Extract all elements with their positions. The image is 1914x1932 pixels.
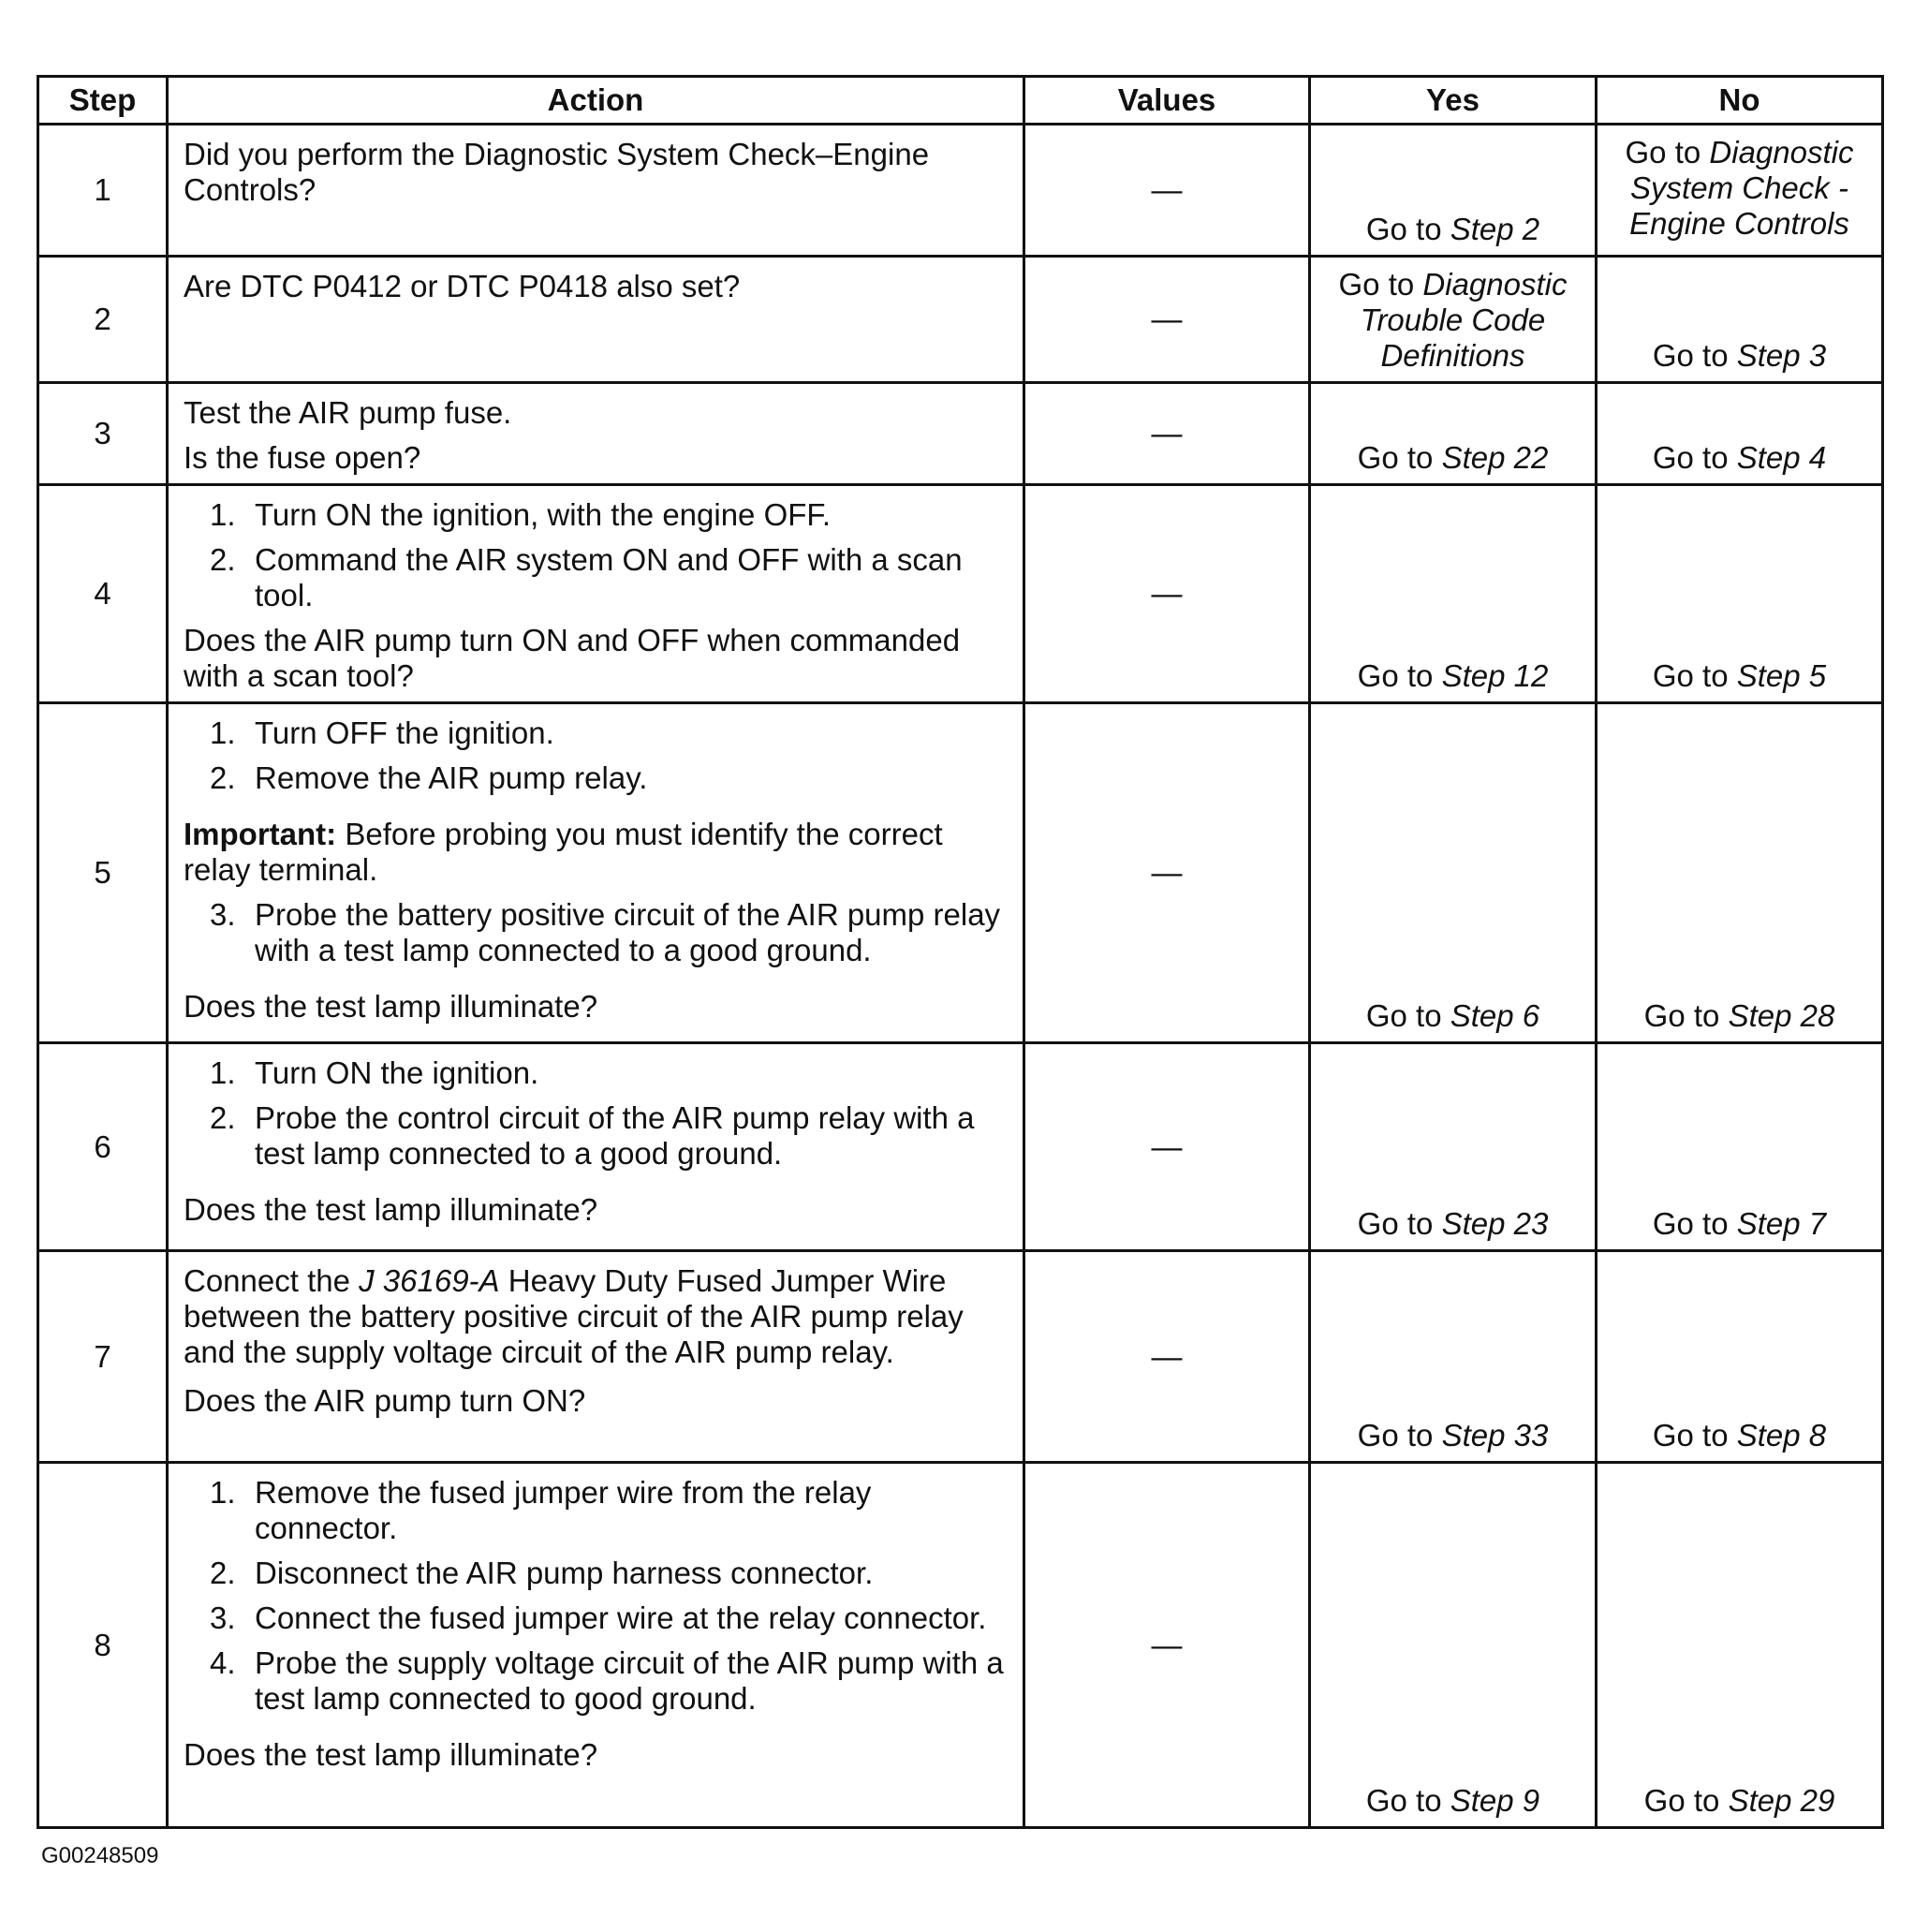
- step-number: 5: [38, 703, 168, 1043]
- list-number: 3.: [210, 897, 236, 932]
- header-no: No: [1597, 77, 1883, 125]
- list-text: Turn ON the ignition, with the engine OFF.: [255, 497, 832, 532]
- action-steps-list: [184, 897, 1009, 968]
- no-prefix: Go to: [1643, 1783, 1729, 1818]
- list-item: [184, 1645, 1009, 1717]
- list-item: [184, 1055, 1009, 1091]
- list-text: Remove the fused jumper wire from the relay connector.: [255, 1475, 872, 1545]
- step-number: 2: [38, 257, 168, 383]
- table-row: [38, 125, 1883, 257]
- table-row: [38, 257, 1883, 383]
- action-cell: [168, 1463, 1024, 1828]
- no-reference: Step 4: [1736, 440, 1827, 475]
- no-reference: Diagnostic System Check - Engine Controls: [1629, 135, 1854, 241]
- step-number: 3: [38, 383, 168, 485]
- action-question: Does the test lamp illuminate?: [184, 1192, 598, 1227]
- no-prefix: Go to: [1652, 658, 1737, 693]
- list-text: Remove the AIR pump relay.: [255, 760, 648, 795]
- action-cell: [168, 1043, 1024, 1251]
- no-cell: [1597, 485, 1883, 703]
- step-number: 1: [38, 125, 168, 257]
- values-cell: —: [1024, 125, 1310, 257]
- list-number: 2.: [210, 542, 236, 577]
- yes-cell: [1310, 1043, 1597, 1251]
- step-number: 8: [38, 1463, 168, 1828]
- table-row: [38, 383, 1883, 485]
- important-label: Important:: [184, 817, 337, 851]
- yes-reference: Step 9: [1450, 1783, 1540, 1818]
- list-text: Turn OFF the ignition.: [255, 715, 554, 750]
- yes-cell: [1310, 1251, 1597, 1463]
- action-text: Did you perform the Diagnostic System Check–Engine Controls?: [184, 137, 930, 207]
- list-number: 4.: [210, 1645, 236, 1680]
- table-row: [38, 1043, 1883, 1251]
- list-text: Turn ON the ignition.: [255, 1055, 539, 1090]
- tool-reference: J 36169-A: [359, 1263, 500, 1298]
- figure-id: G00248509: [41, 1843, 159, 1868]
- no-cell: [1597, 125, 1883, 257]
- table-row: [38, 1463, 1883, 1828]
- yes-prefix: Go to: [1365, 212, 1450, 246]
- action-text: [184, 1263, 1009, 1370]
- yes-cell: [1310, 257, 1597, 383]
- yes-reference: Step 6: [1450, 998, 1540, 1033]
- action-question: Does the AIR pump turn ON?: [184, 1383, 586, 1418]
- no-cell: [1597, 1043, 1883, 1251]
- action-question: Does the AIR pump turn ON and OFF when commanded with a scan tool?: [184, 623, 961, 693]
- list-number: 1.: [210, 715, 236, 750]
- yes-reference: Step 23: [1441, 1206, 1549, 1241]
- table-row: [38, 703, 1883, 1043]
- header-action: Action: [168, 77, 1024, 125]
- no-reference: Step 3: [1736, 338, 1827, 373]
- action-question: Does the test lamp illuminate?: [184, 989, 598, 1024]
- list-text: Disconnect the AIR pump harness connector.: [255, 1556, 874, 1590]
- action-question: Does the test lamp illuminate?: [184, 1737, 598, 1772]
- yes-prefix: Go to: [1357, 1418, 1442, 1453]
- yes-reference: Diagnostic Trouble Code Definitions: [1360, 267, 1568, 373]
- header-yes: Yes: [1310, 77, 1597, 125]
- list-number: 1.: [210, 1055, 236, 1090]
- yes-reference: Step 2: [1450, 212, 1540, 246]
- action-cell: [168, 257, 1024, 383]
- list-number: 1.: [210, 1475, 236, 1510]
- yes-reference: Step 12: [1441, 658, 1549, 693]
- list-text: Probe the control circuit of the AIR pump relay with a test lamp connected to a good ground.: [255, 1100, 975, 1171]
- yes-reference: Step 33: [1441, 1418, 1549, 1453]
- no-reference: Step 8: [1736, 1418, 1827, 1453]
- yes-prefix: Go to: [1357, 1206, 1442, 1241]
- list-text: Probe the supply voltage circuit of the AIR pump with a test lamp connected to good ground.: [255, 1645, 1004, 1716]
- list-number: 1.: [210, 497, 236, 532]
- no-reference: Step 29: [1728, 1783, 1835, 1818]
- list-text: Connect the fused jumper wire at the relay connector.: [255, 1600, 987, 1635]
- list-item: [184, 1100, 1009, 1172]
- yes-reference: Step 22: [1441, 440, 1549, 475]
- yes-prefix: Go to: [1338, 267, 1423, 302]
- action-text: Are DTC P0412 or DTC P0418 also set?: [184, 269, 741, 303]
- action-cell: [168, 383, 1024, 485]
- list-item: [184, 542, 1009, 613]
- yes-cell: [1310, 1463, 1597, 1828]
- no-prefix: Go to: [1652, 1418, 1737, 1453]
- action-cell: [168, 1251, 1024, 1463]
- no-reference: Step 28: [1728, 998, 1835, 1033]
- header-row: [38, 77, 1883, 125]
- important-note: [184, 817, 1009, 888]
- action-cell: [168, 485, 1024, 703]
- list-item: [184, 760, 1009, 796]
- list-item: [184, 497, 1009, 533]
- table-row: [38, 485, 1883, 703]
- action-steps-list: [184, 497, 1009, 613]
- yes-cell: [1310, 485, 1597, 703]
- no-cell: [1597, 257, 1883, 383]
- no-cell: [1597, 1251, 1883, 1463]
- no-prefix: Go to: [1643, 998, 1729, 1033]
- list-item: [184, 715, 1009, 751]
- action-text: Test the AIR pump fuse.: [184, 395, 512, 430]
- header-values: Values: [1024, 77, 1310, 125]
- list-text: Command the AIR system ON and OFF with a scan tool.: [255, 542, 963, 612]
- yes-cell: [1310, 703, 1597, 1043]
- values-cell: —: [1024, 383, 1310, 485]
- header-step: Step: [38, 77, 168, 125]
- step-number: 6: [38, 1043, 168, 1251]
- action-steps-list: [184, 1475, 1009, 1717]
- action-cell: [168, 703, 1024, 1043]
- values-cell: —: [1024, 485, 1310, 703]
- list-item: [184, 1600, 1009, 1636]
- no-cell: [1597, 1463, 1883, 1828]
- yes-cell: [1310, 125, 1597, 257]
- list-number: 3.: [210, 1600, 236, 1635]
- table-row: [38, 1251, 1883, 1463]
- values-cell: —: [1024, 1251, 1310, 1463]
- action-question: Is the fuse open?: [184, 440, 421, 475]
- no-reference: Step 7: [1736, 1206, 1827, 1241]
- action-text-pre: Connect the: [184, 1263, 360, 1298]
- list-number: 2.: [210, 760, 236, 795]
- action-cell: [168, 125, 1024, 257]
- step-number: 7: [38, 1251, 168, 1463]
- action-steps-list: [184, 715, 1009, 796]
- action-steps-list: [184, 1055, 1009, 1172]
- list-number: 2.: [210, 1556, 236, 1590]
- values-cell: —: [1024, 1463, 1310, 1828]
- list-number: 2.: [210, 1100, 236, 1135]
- values-cell: —: [1024, 257, 1310, 383]
- yes-prefix: Go to: [1365, 1783, 1450, 1818]
- diagnostic-table: [37, 75, 1884, 1829]
- no-prefix: Go to: [1652, 440, 1737, 475]
- yes-prefix: Go to: [1365, 998, 1450, 1033]
- list-item: [184, 1556, 1009, 1591]
- list-item: [184, 897, 1009, 968]
- yes-prefix: Go to: [1357, 658, 1442, 693]
- list-text: Probe the battery positive circuit of the AIR pump relay with a test lamp connected to a good ground.: [255, 897, 1001, 967]
- list-item: [184, 1475, 1009, 1546]
- yes-prefix: Go to: [1357, 440, 1442, 475]
- no-prefix: Go to: [1652, 338, 1737, 373]
- no-reference: Step 5: [1736, 658, 1827, 693]
- values-cell: —: [1024, 1043, 1310, 1251]
- step-number: 4: [38, 485, 168, 703]
- no-cell: [1597, 703, 1883, 1043]
- important-text: Before probing you must identify the correct relay terminal.: [184, 817, 943, 887]
- no-cell: [1597, 383, 1883, 485]
- no-prefix: Go to: [1652, 1206, 1737, 1241]
- no-prefix: Go to: [1625, 135, 1710, 170]
- values-cell: —: [1024, 703, 1310, 1043]
- yes-cell: [1310, 383, 1597, 485]
- action-text-post: Heavy Duty Fused Jumper Wire between the battery positive circuit of the AIR pump relay and the supply voltage circuit of the AIR pump relay.: [184, 1263, 964, 1369]
